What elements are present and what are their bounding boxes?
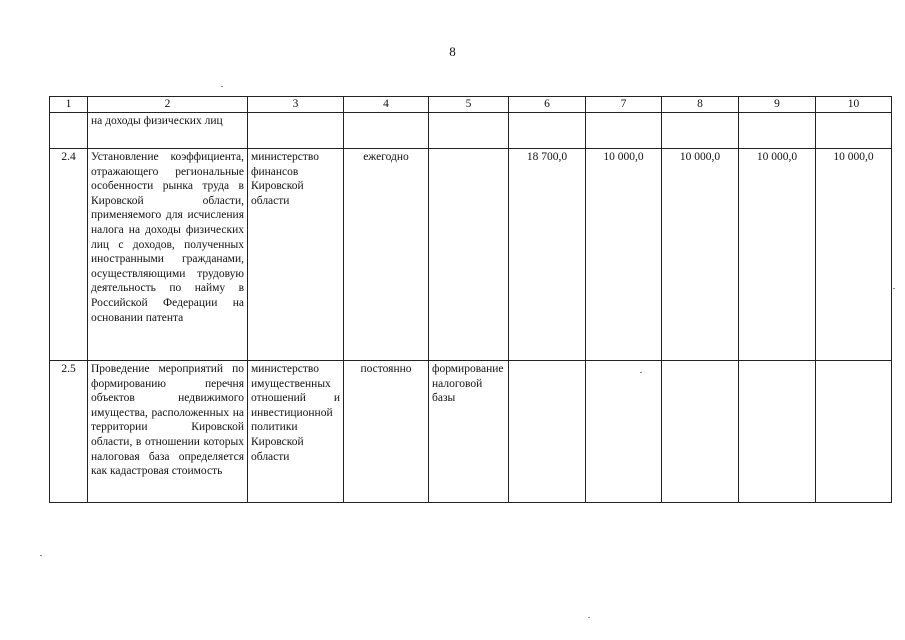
value-col9: 10 000,0 — [739, 149, 816, 361]
period: постоянно — [344, 361, 429, 503]
column-header: 8 — [662, 97, 739, 113]
scan-speck — [640, 372, 642, 373]
column-header: 3 — [248, 97, 344, 113]
column-header: 5 — [429, 97, 509, 113]
expected-result — [429, 149, 509, 361]
value-col7 — [586, 361, 662, 503]
column-header: 10 — [816, 97, 892, 113]
row-number — [50, 113, 88, 149]
table-row — [50, 113, 892, 149]
header-row — [50, 97, 892, 113]
value-col10: 10 000,0 — [816, 149, 892, 361]
expected-result: формирование налоговой базы — [429, 361, 509, 503]
scan-speck — [893, 288, 895, 289]
scan-speck — [588, 617, 590, 618]
measure-description: на доходы физических лиц — [88, 113, 248, 149]
period: ежегодно — [344, 149, 429, 361]
column-header: 4 — [344, 97, 429, 113]
value-col7: 10 000,0 — [586, 149, 662, 361]
column-header: 6 — [509, 97, 586, 113]
column-header: 9 — [739, 97, 816, 113]
column-header: 2 — [88, 97, 248, 113]
value-col6: 18 700,0 — [509, 149, 586, 361]
row-number: 2.5 — [50, 361, 88, 503]
measure-description: Проведение мероприятий по формированию перечня объектов недвижимого имущества, расположенных на территории Кировской области, в отношении которых налоговая база определяется как кадастровая стоимость — [88, 361, 248, 503]
table-row — [50, 149, 892, 361]
value-col8: 10 000,0 — [662, 149, 739, 361]
executor: министерство имущественных отношений и инвестиционной политики Кировской области — [248, 361, 344, 503]
row-number: 2.4 — [50, 149, 88, 361]
scan-speck — [221, 86, 223, 87]
value-col6 — [509, 361, 586, 503]
value-col9 — [739, 361, 816, 503]
scan-speck — [40, 555, 42, 556]
value-col10 — [816, 361, 892, 503]
plan-table — [49, 96, 892, 503]
measure-description: Установление коэффициента, отражающего региональные особенности рынка труда в Кировской области, применяемого для исчисления налога на доходы физических лиц с доходов, полученных иностранными гражданами, осуществляющими трудовую деятельность по найму в Российской Федерации на основании патента — [88, 149, 248, 361]
page-number: 8 — [449, 44, 456, 59]
column-header: 7 — [586, 97, 662, 113]
value-col8 — [662, 361, 739, 503]
table-row — [50, 361, 892, 503]
executor: министерство финансов Кировской области — [248, 149, 344, 361]
column-header: 1 — [50, 97, 88, 113]
